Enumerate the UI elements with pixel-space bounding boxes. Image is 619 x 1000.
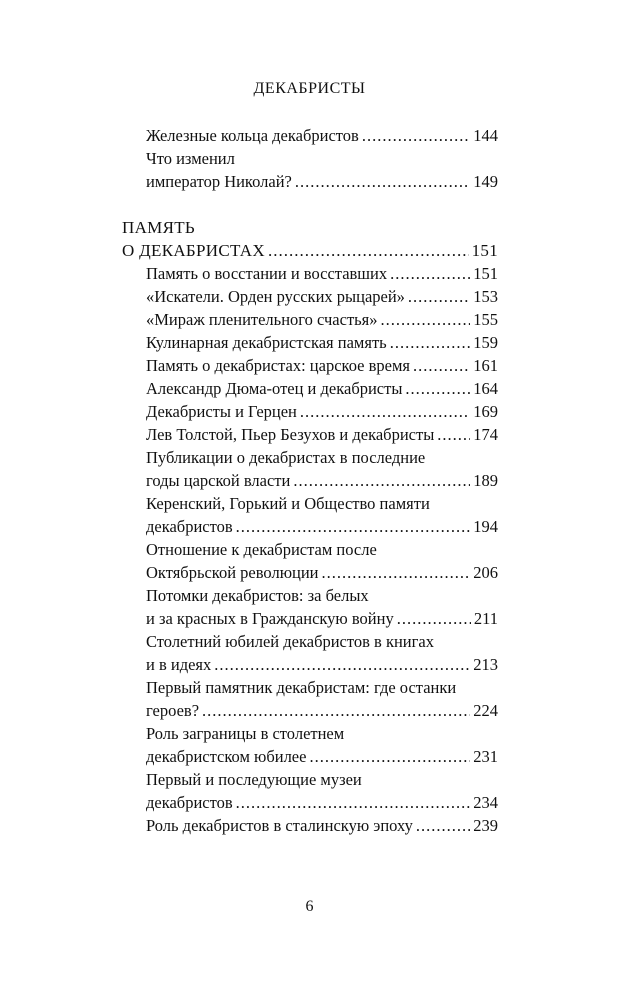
toc-entry-title: император Николай? (146, 172, 292, 191)
toc-entry-title: Александр Дюма-отец и декабристы (146, 379, 403, 398)
toc-entry (122, 400, 498, 423)
toc-entry-page: 155 (473, 310, 498, 329)
toc-entry-title-line1: Публикации о декабристах в последние (146, 448, 426, 467)
toc-entry-title-line1: Первый памятник декабристам: где останки (146, 678, 457, 697)
toc-entry-page: 189 (473, 471, 498, 490)
dot-leader (309, 745, 470, 768)
toc-entry-line (122, 722, 498, 745)
toc-entry-title: Декабристы и Герцен (146, 402, 297, 421)
toc-entry-title-line1: Потомки декабристов: за белых (146, 586, 369, 605)
toc-entry (122, 377, 498, 400)
toc-entry-title: декабристов (146, 517, 233, 536)
dot-leader (214, 653, 470, 676)
toc-entry-line (122, 492, 498, 515)
toc-entry-line (122, 676, 498, 699)
toc-entry-title-line1: Роль заграницы в столетнем (146, 724, 345, 743)
toc-entry-title: героев? (146, 701, 200, 720)
toc-entry (122, 354, 498, 377)
dot-leader (405, 377, 470, 400)
dot-leader (322, 561, 471, 584)
toc-entry (122, 262, 498, 285)
toc-entry-line (122, 584, 498, 607)
dot-leader (390, 262, 470, 285)
toc-entry (122, 607, 498, 630)
toc-entry-title: Железные кольца декабристов (146, 126, 359, 145)
toc-entry-page: 239 (473, 816, 498, 835)
dot-leader (202, 699, 470, 722)
toc-entry-title: Октябрьской революции (146, 563, 319, 582)
toc-entry-title-line1: Первый и последующие музеи (146, 770, 362, 789)
toc-entry-title-line1: Столетний юбилей декабристов в книгах (146, 632, 434, 651)
toc-entry-page: 224 (473, 701, 498, 720)
running-head: ДЕКАБРИСТЫ (253, 80, 366, 97)
toc-entry-page: 194 (473, 517, 498, 536)
section-heading-line1: ПАМЯТЬ (122, 218, 195, 237)
toc-entry-page: 234 (473, 793, 498, 812)
toc-entry-title: Роль декабристов в сталинскую эпоху (146, 816, 413, 835)
toc-entry-title-line1: Отношение к декабристам после (146, 540, 377, 559)
toc-entry-title: и в идеях (146, 655, 212, 674)
dot-leader (416, 814, 470, 837)
toc-entry (122, 515, 498, 538)
toc-entry (122, 745, 498, 768)
toc-entry (122, 561, 498, 584)
toc-entry-title: декабристов (146, 793, 233, 812)
toc-entry-page: 161 (473, 356, 498, 375)
toc-entry-page: 144 (473, 126, 498, 145)
toc-entry-page: 231 (473, 747, 498, 766)
toc-entry-page: 153 (473, 287, 498, 306)
toc-entry-page: 206 (473, 563, 498, 582)
toc-entry (122, 699, 498, 722)
dot-leader (293, 469, 470, 492)
section-entries (122, 262, 498, 837)
dot-leader (390, 331, 471, 354)
section-heading-line (122, 216, 498, 239)
dot-leader (437, 423, 470, 446)
toc-entry (122, 308, 498, 331)
toc-entry (122, 423, 498, 446)
section-heading (122, 239, 498, 262)
section-heading-title: О ДЕКАБРИСТАХ (122, 241, 265, 260)
toc-entry (122, 285, 498, 308)
toc-entry (122, 170, 498, 193)
toc-entry-title: декабристском юбилее (146, 747, 307, 766)
toc-entry-page: 213 (473, 655, 498, 674)
toc-entry-title: Память о восстании и восставших (146, 264, 388, 283)
dot-leader (236, 791, 471, 814)
toc-entry-title: и за красных в Гражданскую войну (146, 609, 394, 628)
toc-entry-title: годы царской власти (146, 471, 291, 490)
table-of-contents (122, 124, 498, 837)
toc-entry-title: Память о декабристах: царское время (146, 356, 411, 375)
dot-leader (295, 170, 470, 193)
toc-entry-title: Кулинарная декабристская память (146, 333, 387, 352)
toc-entry-page: 151 (473, 264, 498, 283)
toc-entry-page: 211 (473, 609, 498, 628)
toc-entry-line (122, 446, 498, 469)
toc-entry-page: 164 (473, 379, 498, 398)
dot-leader (362, 124, 470, 147)
section-heading-page: 151 (471, 241, 498, 260)
toc-entry-line (122, 147, 498, 170)
toc-entry (122, 814, 498, 837)
page-number: 6 (305, 898, 314, 915)
toc-entry-line (122, 768, 498, 791)
toc-entry-title-line1: Что изменил (146, 149, 235, 168)
toc-entry-page: 159 (473, 333, 498, 352)
toc-entry-line (122, 630, 498, 653)
toc-entry-line (122, 538, 498, 561)
toc-entry (122, 124, 498, 147)
dot-leader (300, 400, 470, 423)
dot-leader (268, 239, 469, 262)
toc-entry-page: 169 (473, 402, 498, 421)
toc-entry-title: «Искатели. Орден русских рыцарей» (146, 287, 405, 306)
dot-leader (413, 354, 470, 377)
dot-leader (381, 308, 471, 331)
toc-entry-page: 174 (473, 425, 498, 444)
toc-entry (122, 331, 498, 354)
toc-entry-title-line1: Керенский, Горький и Общество памяти (146, 494, 430, 513)
toc-entry (122, 791, 498, 814)
toc-entry-title: Лев Толстой, Пьер Безухов и декабристы (146, 425, 435, 444)
toc-entry-page: 149 (473, 172, 498, 191)
toc-entry-title: «Мираж пленительного счастья» (146, 310, 378, 329)
toc-entry (122, 469, 498, 492)
toc-entry (122, 653, 498, 676)
dot-leader (397, 607, 471, 630)
dot-leader (408, 285, 470, 308)
dot-leader (236, 515, 471, 538)
